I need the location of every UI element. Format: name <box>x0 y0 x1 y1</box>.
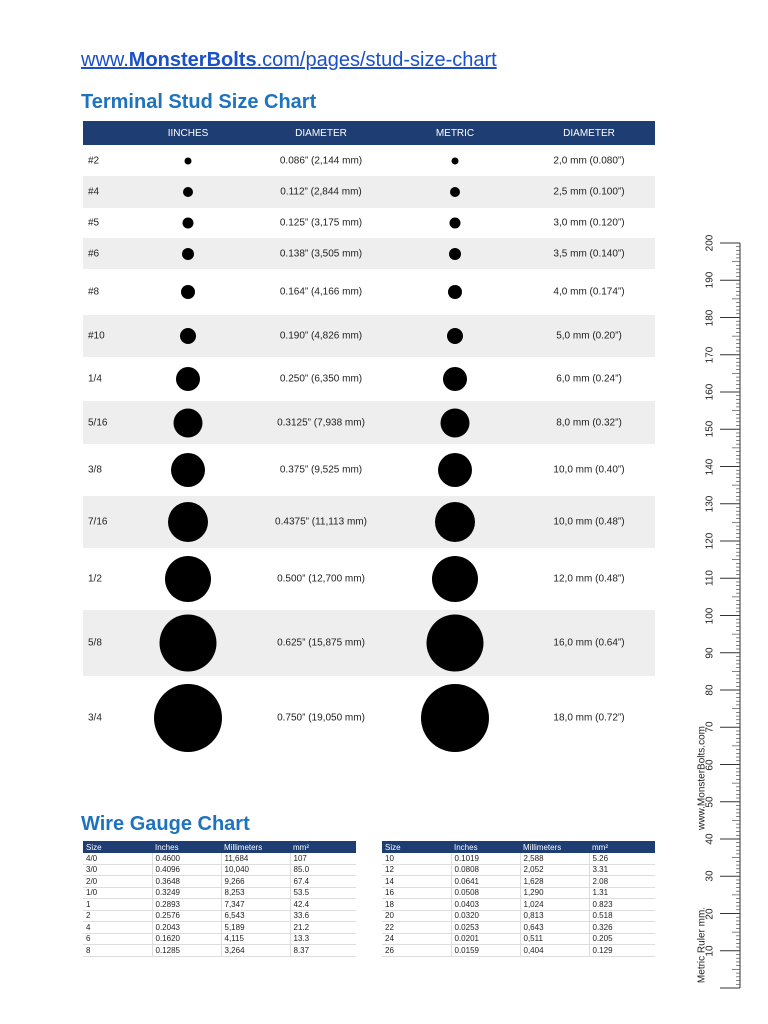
wire-size: 18 <box>382 899 451 911</box>
ruler-number: 170 <box>704 346 716 364</box>
wire-row <box>382 933 655 945</box>
wire-inches: 0.1019 <box>451 853 520 864</box>
stud-size: 1/2 <box>88 573 102 585</box>
stud-row <box>83 176 655 208</box>
wire-inches: 0.1285 <box>152 945 221 957</box>
stud-diameter-metric: 6,0 mm (0.24”) <box>556 373 622 385</box>
stud-dot-metric <box>448 285 462 299</box>
ruler-number: 140 <box>704 458 716 475</box>
wire-mm: 11,684 <box>221 853 290 864</box>
wire-mm2: 3.31 <box>589 864 655 876</box>
stud-row <box>83 496 655 548</box>
stud-table-body <box>83 145 655 759</box>
stud-diameter-metric: 16,0 mm (0.64”) <box>553 637 625 649</box>
wire-mm: 7,347 <box>221 899 290 911</box>
stud-diameter-metric: 10,0 mm (0.40”) <box>553 464 625 476</box>
ruler-number: 130 <box>704 495 716 513</box>
ruler-ticks <box>690 235 750 990</box>
stud-size: #5 <box>88 217 100 229</box>
stud-size: #10 <box>88 330 105 342</box>
wire-mm: 5,189 <box>221 922 290 934</box>
stud-diameter-metric: 10,0 mm (0.48”) <box>553 516 625 528</box>
wire-inches: 0.0159 <box>451 945 520 957</box>
ruler-number: 70 <box>704 721 716 733</box>
stud-dot-inch <box>180 328 196 344</box>
wire-row <box>382 853 655 864</box>
stud-size: 7/16 <box>88 516 108 528</box>
ruler-number: 100 <box>704 607 716 624</box>
ruler-number: 20 <box>704 907 716 920</box>
stud-size: 3/4 <box>88 712 102 723</box>
stud-diameter-metric: 18,0 mm (0.72”) <box>553 712 625 723</box>
wire-size: 1/0 <box>83 887 152 899</box>
wire-header-size: Size <box>83 841 152 853</box>
ruler-number: 200 <box>704 234 716 252</box>
stud-diameter-inch: 0.500” (12,700 mm) <box>277 573 365 585</box>
stud-size: #4 <box>88 186 100 198</box>
stud-row <box>83 444 655 496</box>
wire-mm2: 85.0 <box>290 864 356 876</box>
wire-header-mm2: mm² <box>589 841 655 853</box>
wire-row <box>83 853 356 864</box>
wire-size: 2/0 <box>83 876 152 888</box>
stud-table-header <box>83 121 655 145</box>
stud-diameter-inch: 0.125” (3,175 mm) <box>279 217 363 229</box>
wire-mm2: 0.823 <box>589 899 655 911</box>
wire-mm: 0,511 <box>520 933 589 945</box>
stud-row <box>83 610 655 676</box>
wire-mm: 9,266 <box>221 876 290 888</box>
stud-dot-inch <box>165 556 211 602</box>
stud-diameter-inch: 0.164” (4,166 mm) <box>279 286 363 298</box>
stud-dot-inch <box>181 285 195 299</box>
stud-size: 1/4 <box>88 373 102 385</box>
stud-diameter-metric: 4,0 mm (0.174”) <box>553 286 625 298</box>
wire-mm2: 13.3 <box>290 933 356 945</box>
header-diameter-metric: DIAMETER <box>563 128 615 139</box>
wire-size: 2 <box>83 910 152 922</box>
wire-inches: 0.3648 <box>152 876 221 888</box>
stud-size: 3/8 <box>88 464 102 476</box>
stud-row <box>83 315 655 357</box>
stud-dot-inch <box>174 408 203 437</box>
stud-dot-metric <box>441 408 470 437</box>
stud-dot-inch <box>183 218 194 229</box>
wire-size: 8 <box>83 945 152 957</box>
wire-mm2: 2.08 <box>589 876 655 888</box>
wire-size: 24 <box>382 933 451 945</box>
wire-row <box>83 933 356 945</box>
wire-row <box>382 910 655 922</box>
stud-diameter-inch: 0.086” (2,144 mm) <box>279 155 363 166</box>
wire-size: 12 <box>382 864 451 876</box>
stud-dot-metric <box>443 367 467 391</box>
ruler-number: 180 <box>704 309 716 326</box>
wire-mm: 1,024 <box>520 899 589 911</box>
ruler-number: 150 <box>704 420 716 438</box>
wire-row <box>83 910 356 922</box>
stud-diameter-inch: 0.625” (15,875 mm) <box>277 637 365 649</box>
wire-size: 1 <box>83 899 152 911</box>
wire-mm: 4,115 <box>221 933 290 945</box>
wire-row <box>382 945 655 957</box>
stud-dot-metric <box>435 502 475 542</box>
url-path: .com/pages/stud-size-chart <box>256 49 497 71</box>
stud-diameter-inch: 0.3125” (7,938 mm) <box>277 417 365 428</box>
wire-inches: 0.2893 <box>152 899 221 911</box>
stud-dot-metric <box>427 615 484 672</box>
wire-inches: 0.0201 <box>451 933 520 945</box>
stud-row <box>83 548 655 610</box>
wire-inches: 0.0403 <box>451 899 520 911</box>
wire-inches: 0.4600 <box>152 853 221 864</box>
wire-header-row <box>83 841 356 853</box>
stud-diameter-metric: 3,0 mm (0.120”) <box>553 217 625 229</box>
wire-inches: 0.0508 <box>451 887 520 899</box>
stud-dot-metric <box>432 556 478 602</box>
wire-size: 4/0 <box>83 853 152 864</box>
stud-dot-metric <box>421 684 489 752</box>
wire-header-mm2: mm² <box>290 841 356 853</box>
ruler-number: 160 <box>704 383 716 401</box>
wire-mm2: 1.31 <box>589 887 655 899</box>
wire-row <box>83 864 356 876</box>
wire-mm: 2,052 <box>520 864 589 876</box>
wire-row <box>83 876 356 888</box>
wire-inches: 0.0641 <box>451 876 520 888</box>
stud-diameter-inch: 0.112” (2,844 mm) <box>280 186 362 198</box>
stud-dot-inch <box>171 453 205 487</box>
stud-dot-metric <box>452 157 459 164</box>
wire-mm2: 0.129 <box>589 945 655 957</box>
stud-diameter-metric: 2,0 mm (0.080”) <box>553 155 625 166</box>
wire-header-inches: Inches <box>152 841 221 853</box>
stud-dot-metric <box>450 187 460 197</box>
stud-diameter-inch: 0.190” (4,826 mm) <box>279 330 363 342</box>
wire-header-mm: Millimeters <box>221 841 290 853</box>
stud-size: #6 <box>88 248 100 259</box>
stud-dot-inch <box>185 157 192 164</box>
wire-inches: 0.3249 <box>152 887 221 899</box>
wire-mm2: 67.4 <box>290 876 356 888</box>
wire-mm2: 107 <box>290 853 356 864</box>
wire-mm: 6,543 <box>221 910 290 922</box>
wire-gauge-table-left <box>83 841 356 957</box>
wire-header-inches: Inches <box>451 841 520 853</box>
ruler-number: 120 <box>704 532 716 550</box>
wire-mm2: 0.518 <box>589 910 655 922</box>
stud-row <box>83 145 655 176</box>
header-inches: IINCHES <box>167 128 209 139</box>
wire-inches: 0.0320 <box>451 910 520 922</box>
wire-row <box>382 922 655 934</box>
header-diameter-inches: DIAMETER <box>295 128 347 139</box>
wire-mm: 3,264 <box>221 945 290 957</box>
ruler-label-caption: Metric Ruler mm. <box>696 906 708 984</box>
stud-dot-inch <box>176 367 200 391</box>
ruler-number: 40 <box>704 833 716 845</box>
stud-dot-inch <box>154 684 222 752</box>
wire-size: 3/0 <box>83 864 152 876</box>
wire-row <box>83 922 356 934</box>
wire-inches: 0.0808 <box>451 864 520 876</box>
wire-mm2: 53.5 <box>290 887 356 899</box>
wire-mm2: 0.205 <box>589 933 655 945</box>
wire-mm: 0,643 <box>520 922 589 934</box>
ruler-number: 190 <box>704 271 716 289</box>
wire-mm: 1,290 <box>520 887 589 899</box>
page-url-link[interactable] <box>81 49 497 72</box>
stud-dot-metric <box>450 218 461 229</box>
wire-mm: 10,040 <box>221 864 290 876</box>
wire-mm2: 21.2 <box>290 922 356 934</box>
stud-diameter-inch: 0.750” (19,050 mm) <box>277 712 365 723</box>
wire-row <box>83 899 356 911</box>
stud-row <box>83 269 655 315</box>
wire-row <box>382 887 655 899</box>
wire-row <box>83 887 356 899</box>
stud-dot-metric <box>449 248 461 260</box>
stud-diameter-metric: 12,0 mm (0.48”) <box>553 573 625 585</box>
wire-gauge-table-right <box>382 841 655 957</box>
wire-inches: 0.0253 <box>451 922 520 934</box>
stud-chart-title: Terminal Stud Size Chart <box>81 91 317 113</box>
url-brand: MonsterBolts <box>128 49 257 71</box>
wire-mm: 0,813 <box>520 910 589 922</box>
stud-diameter-metric: 2,5 mm (0.100”) <box>553 186 625 198</box>
stud-dot-inch <box>183 187 193 197</box>
stud-dot-metric <box>447 328 463 344</box>
wire-size: 6 <box>83 933 152 945</box>
ruler-number: 30 <box>704 870 716 882</box>
stud-row <box>83 676 655 759</box>
wire-mm2: 42.4 <box>290 899 356 911</box>
wire-size: 22 <box>382 922 451 934</box>
stud-row <box>83 401 655 444</box>
wire-inches: 0.1620 <box>152 933 221 945</box>
ruler-number: 90 <box>704 647 716 659</box>
ruler-number: 50 <box>704 796 716 808</box>
stud-diameter-inch: 0.138” (3,505 mm) <box>279 248 363 259</box>
wire-row <box>83 945 356 957</box>
ruler-number: 60 <box>704 758 716 771</box>
wire-row <box>382 876 655 888</box>
wire-mm2: 8.37 <box>290 945 356 957</box>
wire-mm: 0,404 <box>520 945 589 957</box>
stud-dot-metric <box>438 453 472 487</box>
stud-size: 5/8 <box>88 637 102 649</box>
wire-mm: 2,588 <box>520 853 589 864</box>
stud-size-table <box>83 121 655 759</box>
stud-size: #2 <box>88 155 100 166</box>
stud-diameter-metric: 8,0 mm (0.32”) <box>556 417 622 428</box>
wire-size: 20 <box>382 910 451 922</box>
stud-diameter-inch: 0.4375” (11,113 mm) <box>275 516 367 528</box>
stud-diameter-inch: 0.375” (9,525 mm) <box>279 464 363 476</box>
stud-diameter-inch: 0.250” (6,350 mm) <box>279 373 363 385</box>
wire-size: 26 <box>382 945 451 957</box>
wire-mm2: 5.26 <box>589 853 655 864</box>
stud-row <box>83 357 655 401</box>
ruler-number: 10 <box>704 945 716 957</box>
wire-mm2: 33.6 <box>290 910 356 922</box>
ruler-number: 80 <box>704 684 716 696</box>
wire-mm2: 0.326 <box>589 922 655 934</box>
stud-size: 5/16 <box>88 417 108 428</box>
stud-row <box>83 208 655 238</box>
ruler-number: 110 <box>704 570 716 587</box>
metric-ruler <box>690 235 750 990</box>
wire-mm: 1,628 <box>520 876 589 888</box>
stud-row <box>83 238 655 269</box>
wire-header-size: Size <box>382 841 451 853</box>
wire-size: 16 <box>382 887 451 899</box>
wire-chart-title: Wire Gauge Chart <box>81 813 250 835</box>
wire-header-mm: Millimeters <box>520 841 589 853</box>
wire-mm: 8,253 <box>221 887 290 899</box>
stud-dot-inch <box>168 502 208 542</box>
stud-size: #8 <box>88 286 100 298</box>
wire-header-row <box>382 841 655 853</box>
wire-row <box>382 899 655 911</box>
wire-inches: 0.4096 <box>152 864 221 876</box>
header-metric: METRIC <box>435 128 475 139</box>
wire-size: 10 <box>382 853 451 864</box>
wire-size: 4 <box>83 922 152 934</box>
ruler-site-caption: www.MonsterBolts.com <box>696 726 708 830</box>
wire-inches: 0.2576 <box>152 910 221 922</box>
wire-inches: 0.2043 <box>152 922 221 934</box>
wire-row <box>382 864 655 876</box>
wire-size: 14 <box>382 876 451 888</box>
stud-dot-inch <box>160 615 217 672</box>
stud-diameter-metric: 3,5 mm (0.140”) <box>553 248 625 259</box>
stud-dot-inch <box>182 248 194 260</box>
url-prefix: www. <box>81 49 129 71</box>
stud-diameter-metric: 5,0 mm (0.20”) <box>556 330 622 342</box>
